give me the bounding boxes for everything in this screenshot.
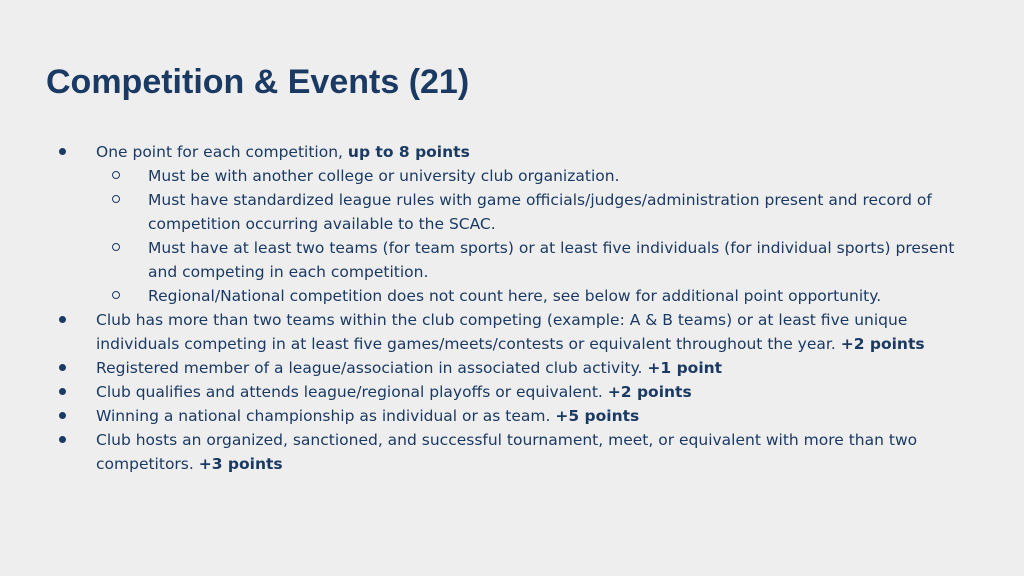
sub-item-text: Must have at least two teams (for team sports) or at least five individuals (for individual sports) present and competing in each competition. — [148, 239, 955, 281]
item-points: +2 points — [607, 383, 692, 401]
item-points: +2 points — [840, 335, 925, 353]
item-text: One point for each competition, — [96, 143, 348, 161]
bullet-dot-icon — [59, 412, 66, 419]
item-points: +5 points — [555, 407, 640, 425]
item-text: Club qualifies and attends league/regional playoffs or equivalent. — [96, 383, 608, 401]
bullet-circle-icon — [112, 195, 120, 203]
item-points: +1 point — [647, 359, 723, 377]
bullet-dot-icon — [59, 316, 66, 323]
item-text: Club hosts an organized, sanctioned, and successful tournament, meet, or equivalent with more than two competitors. — [96, 431, 918, 473]
sub-item-text: Must be with another college or university club organization. — [148, 167, 620, 185]
bullet-dot-icon — [59, 388, 66, 395]
sub-list-item — [96, 236, 978, 284]
item-text: Winning a national championship as individual or as team. — [96, 407, 556, 425]
list-item — [48, 356, 978, 380]
bullet-list — [48, 140, 978, 476]
sub-bullet-list — [96, 164, 978, 308]
bullet-circle-icon — [112, 171, 120, 179]
sub-list-item — [96, 188, 978, 236]
list-item — [48, 404, 978, 428]
bullet-circle-icon — [112, 291, 120, 299]
item-text: Registered member of a league/association in associated club activity. — [96, 359, 648, 377]
bullet-dot-icon — [59, 148, 66, 155]
item-points: +3 points — [198, 455, 283, 473]
list-item — [48, 380, 978, 404]
list-item — [48, 308, 978, 356]
list-item — [48, 140, 978, 308]
item-points: up to 8 points — [347, 143, 470, 161]
bullet-dot-icon — [59, 436, 66, 443]
sub-item-text: Must have standardized league rules with game officials/judges/administration present and record of competition occurring available to the SCAC. — [148, 191, 932, 233]
slide-body — [48, 140, 978, 476]
list-item — [48, 428, 978, 476]
sub-item-text: Regional/National competition does not count here, see below for additional point opportunity. — [148, 287, 882, 305]
bullet-circle-icon — [112, 243, 120, 251]
slide-title: Competition & Events (21) — [46, 63, 470, 101]
item-text: Club has more than two teams within the club competing (example: A & B teams) or at least five unique individuals competing in at least five games/meets/contests or equivalent throughout the year. — [96, 311, 908, 353]
bullet-dot-icon — [59, 364, 66, 371]
sub-list-item — [96, 284, 978, 308]
sub-list-item — [96, 164, 978, 188]
